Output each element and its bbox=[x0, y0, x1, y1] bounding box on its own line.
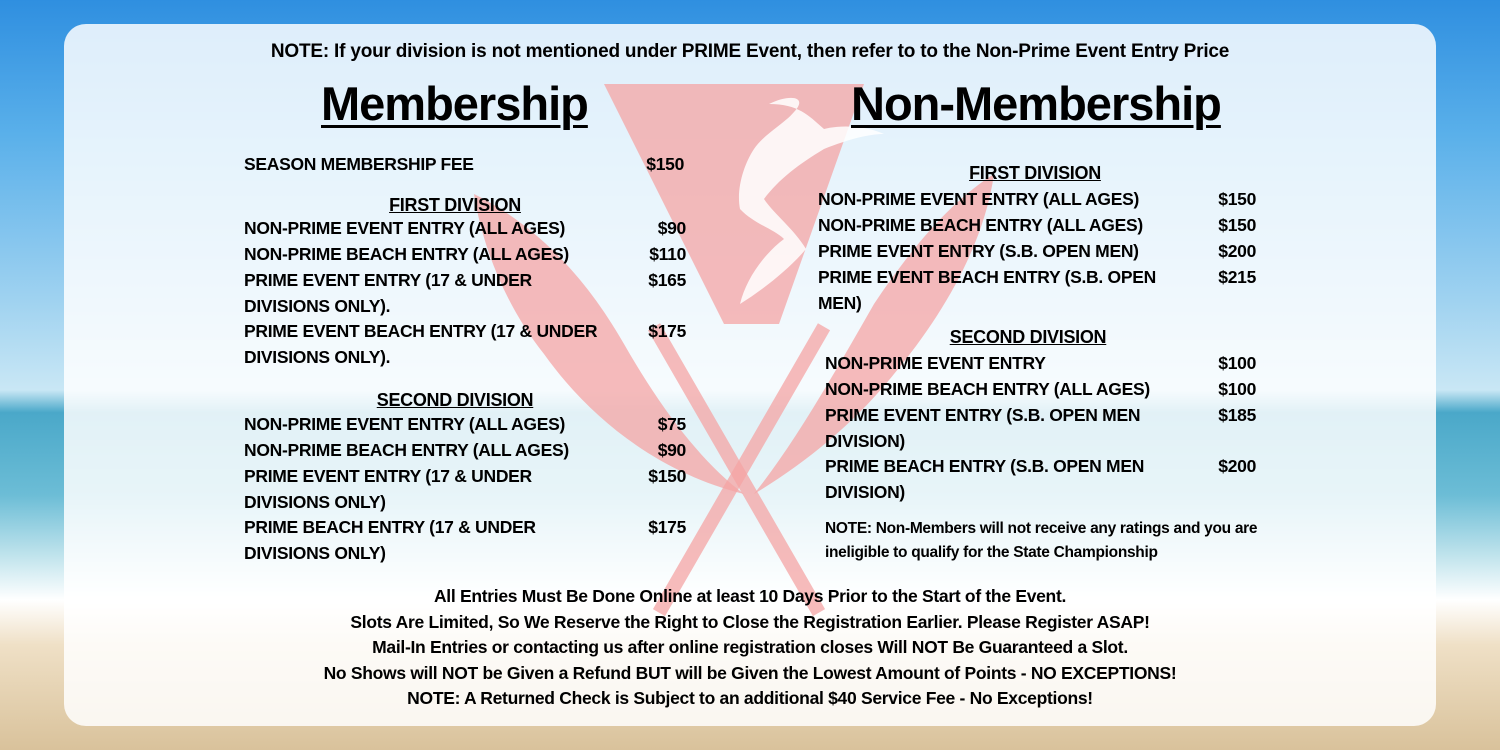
table-row bbox=[244, 318, 686, 370]
non-membership-second-division-heading: SECOND DIVISION bbox=[949, 327, 1107, 347]
table-row bbox=[818, 238, 1256, 264]
table-row bbox=[244, 411, 686, 437]
entry-price: $75 bbox=[657, 414, 686, 434]
table-row bbox=[244, 437, 686, 463]
entry-label: PRIME EVENT ENTRY (17 & UNDER DIVISIONS ONLY) bbox=[244, 466, 532, 512]
season-fee-label: SEASON MEMBERSHIP FEE bbox=[244, 154, 474, 174]
entry-price: $100 bbox=[1218, 379, 1256, 399]
entry-price: $150 bbox=[1218, 189, 1256, 209]
table-row bbox=[825, 376, 1256, 402]
non-membership-title: Non-Membership bbox=[851, 77, 1221, 130]
table-row bbox=[818, 212, 1256, 238]
footer-notes bbox=[64, 584, 1436, 712]
entry-price: $100 bbox=[1218, 353, 1256, 373]
entry-label: NON-PRIME EVENT ENTRY bbox=[825, 353, 1046, 373]
entry-price: $200 bbox=[1218, 241, 1256, 261]
table-row bbox=[825, 453, 1256, 505]
membership-second-division-heading: SECOND DIVISION bbox=[376, 390, 534, 410]
membership-first-division-heading: FIRST DIVISION bbox=[389, 195, 521, 215]
entry-label: PRIME EVENT BEACH ENTRY (17 & UNDER DIVISIONS ONLY). bbox=[244, 321, 598, 367]
table-row bbox=[244, 463, 686, 515]
entry-label: PRIME EVENT ENTRY (S.B. OPEN MEN) bbox=[818, 241, 1139, 261]
entry-label: PRIME EVENT ENTRY (S.B. OPEN MEN DIVISION) bbox=[825, 405, 1141, 451]
footer-line: Mail-In Entries or contacting us after online registration closes Will NOT Be Guaranteed a Slot. bbox=[372, 637, 1128, 658]
non-membership-first-division-heading: FIRST DIVISION bbox=[969, 163, 1101, 183]
entry-price: $185 bbox=[1218, 405, 1256, 425]
entry-label: PRIME BEACH ENTRY (17 & UNDER DIVISIONS ONLY) bbox=[244, 517, 536, 563]
footer-line: NOTE: A Returned Check is Subject to an additional $40 Service Fee - No Exceptions! bbox=[407, 688, 1093, 709]
entry-label: NON-PRIME BEACH ENTRY (ALL AGES) bbox=[818, 215, 1143, 235]
entry-price: $175 bbox=[648, 517, 686, 537]
entry-price: $150 bbox=[648, 466, 686, 486]
entry-label: PRIME BEACH ENTRY (S.B. OPEN MEN DIVISION) bbox=[825, 456, 1145, 502]
footer-line: All Entries Must Be Done Online at least 10 Days Prior to the Start of the Event. bbox=[433, 586, 1067, 606]
season-fee-row bbox=[244, 151, 684, 177]
table-row bbox=[825, 350, 1256, 376]
entry-price: $90 bbox=[657, 440, 686, 460]
entry-price: $215 bbox=[1218, 267, 1256, 287]
table-row bbox=[825, 402, 1256, 454]
entry-label: NON-PRIME EVENT ENTRY (ALL AGES) bbox=[818, 189, 1139, 209]
entry-label: PRIME EVENT ENTRY (17 & UNDER DIVISIONS ONLY). bbox=[244, 270, 532, 316]
price-panel bbox=[64, 24, 1436, 726]
entry-price: $90 bbox=[657, 218, 686, 238]
table-row bbox=[244, 215, 686, 241]
entry-price: $175 bbox=[648, 321, 686, 341]
table-row bbox=[818, 186, 1256, 212]
entry-price: $165 bbox=[648, 270, 686, 290]
top-note: NOTE: If your division is not mentioned under PRIME Event, then refer to to the Non-Prime Event Entry Price bbox=[270, 41, 1230, 62]
entry-label: NON-PRIME BEACH ENTRY (ALL AGES) bbox=[244, 440, 569, 460]
table-row bbox=[244, 514, 686, 566]
entry-label: NON-PRIME EVENT ENTRY (ALL AGES) bbox=[244, 218, 565, 238]
entry-label: PRIME EVENT BEACH ENTRY (S.B. OPEN MEN) bbox=[818, 267, 1156, 313]
footer-line: No Shows will NOT be Given a Refund BUT will be Given the Lowest Amount of Points - NO EXCEPTIONS! bbox=[323, 662, 1177, 683]
entry-price: $150 bbox=[1218, 215, 1256, 235]
entry-label: NON-PRIME EVENT ENTRY (ALL AGES) bbox=[244, 414, 565, 434]
entry-price: $110 bbox=[649, 244, 686, 264]
entry-label: NON-PRIME BEACH ENTRY (ALL AGES) bbox=[825, 379, 1150, 399]
season-fee-price: $150 bbox=[646, 154, 684, 174]
table-row bbox=[244, 267, 686, 319]
entry-label: NON-PRIME BEACH ENTRY (ALL AGES) bbox=[244, 244, 569, 264]
footer-line: Slots Are Limited, So We Reserve the Right to Close the Registration Earlier. Please Register ASAP! bbox=[350, 611, 1150, 632]
membership-title: Membership bbox=[321, 77, 588, 130]
table-row bbox=[244, 241, 686, 267]
table-row bbox=[818, 264, 1256, 316]
non-member-note: NOTE: Non-Members will not receive any ratings and you are ineligible to qualify for the State Championship bbox=[825, 520, 1258, 561]
entry-price: $200 bbox=[1218, 456, 1256, 476]
